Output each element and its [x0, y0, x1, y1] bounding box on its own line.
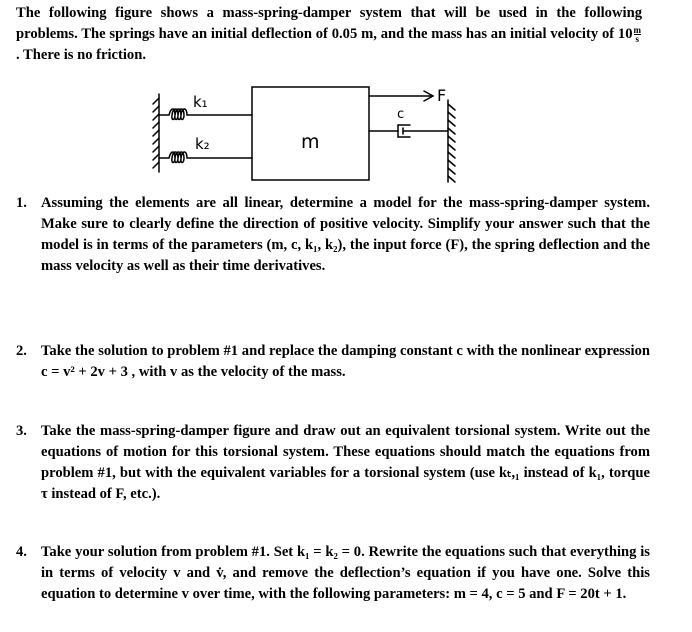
problem-3 — [16, 421, 650, 505]
spring-k2 — [159, 152, 252, 163]
problem-number: 1. — [16, 195, 27, 211]
damper — [369, 125, 448, 137]
problem-text: Take the mass-spring-damper figure and draw out an equivalent torsional system. Write out the equations of motion for this torsional system. These equations should match the equations from problem #1, but with the equivalent variables for a torsional system (use kₜ,₁ instead of k₁, torque τ instead of F, etc.). — [41, 423, 650, 502]
problem-text: Assuming the elements are all linear, determine a model for the mass-spring-damper system. Make sure to clearly define the direction of positive velocity. Simplify your answer such that the model is in terms of the parameters (m, c, k₁, k₂), the input force (F), the spring deflection and the mass velocity as well as their time derivatives. — [41, 195, 650, 274]
problem-text: Take the solution to problem #1 and replace the damping constant c with the nonlinear expression c = v² + 2v + 3 , with v as the velocity of the mass. — [41, 343, 650, 380]
right-wall-hatching — [448, 104, 455, 182]
problem-2 — [16, 341, 650, 383]
label-k1: k₁ — [193, 93, 208, 111]
unit-denominator: s — [635, 34, 639, 45]
unit-numerator: m — [633, 25, 641, 36]
label-k2: k₂ — [195, 135, 210, 153]
label-damping-c: c — [397, 107, 405, 122]
force-arrow-head — [424, 91, 433, 101]
problem-4 — [16, 542, 650, 605]
intro-paragraph — [16, 3, 642, 66]
problem-number: 2. — [16, 343, 27, 359]
problem-1 — [16, 193, 650, 277]
mass-box — [252, 87, 369, 180]
label-mass: m — [301, 131, 320, 153]
problem-text: Take your solution from problem #1. Set k₁ = k₂ = 0. Rewrite the equations such that everything is in terms of velocity v and v̇, and remove the deflection’s equation if you have one. Solve this equation to determine v over time, with the following parameters: m = 4, c = 5 and F = 20t + 1. — [41, 544, 650, 602]
initial-deflection: 0.05 m — [331, 26, 374, 42]
velocity-unit — [634, 26, 642, 43]
left-wall-hatching — [153, 98, 159, 168]
label-force: F — [437, 86, 447, 105]
spring-k1 — [159, 109, 252, 120]
intro-text-1: The following figure shows a mass-spring-damper system that will be used in the following problems. The springs have an initial deflection of — [16, 5, 642, 42]
problem-number: 4. — [16, 544, 27, 560]
problem-number: 3. — [16, 423, 27, 439]
initial-velocity-value: 10 — [617, 26, 633, 42]
intro-text-2: , and the mass has an initial velocity of — [373, 26, 618, 42]
intro-text-3: . There is no friction. — [16, 47, 146, 63]
